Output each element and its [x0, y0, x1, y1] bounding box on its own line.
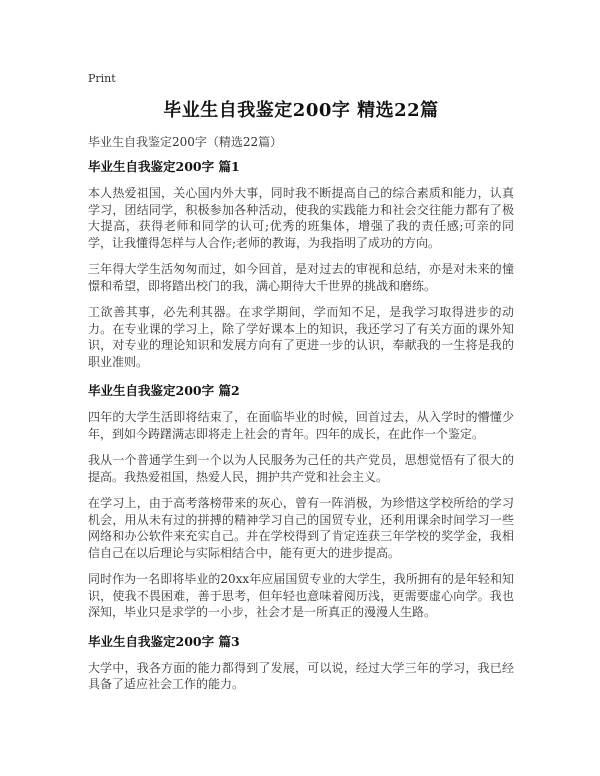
- section-heading: 毕业生自我鉴定200字 篇2: [88, 383, 240, 398]
- section-3: [88, 633, 514, 693]
- section-2: [88, 382, 514, 621]
- paragraph: 本人热爱祖国，关心国内外大事，同时我不断提高自己的综合素质和能力，认真学习，团结同学，积极参加各种活动，使我的实践能力和社会交往能力都有了极大提高，获得老师和同学的认可;优秀的班集体，增强了我的责任感;可亲的同学，让我懂得怎样与人合作;老师的教诲，为我指明了成功的方向。: [88, 186, 514, 250]
- paragraph: 四年的大学生活即将结束了，在面临毕业的时候，回首过去，从入学时的懵懂少年，到如今踌躇满志即将走上社会的青年。四年的成长，在此作一个鉴定。: [88, 410, 514, 441]
- paragraph: 在学习上，由于高考落榜带来的灰心，曾有一阵消极，为珍惜这学校所给的学习机会，用从未有过的拼搏的精神学习自己的国贸专业，还利用课余时间学习一些网络和办公软件来充实自己。并在学校得到了肯定连获三年学校的奖学金，我相信自己在以后理论与实际相结合中，能有更大的进步提高。: [88, 496, 514, 560]
- paragraph: 我从一个普通学生到一个以为人民服务为己任的共产党员，思想觉悟有了很大的提高。我热爱祖国，热爱人民，拥护共产党和社会主义。: [88, 453, 514, 484]
- paragraph: 大学中，我各方面的能力都得到了发展，可以说，经过大学三年的学习，我已经具备了适应社会工作的能力。: [88, 660, 514, 691]
- paragraph: 三年得大学生活匆匆而过，如今回首，是对过去的审视和总结，亦是对未来的憧憬和希望，即将踏出校门的我，满心期待大千世界的挑战和磨练。: [88, 262, 514, 293]
- document-content: [88, 158, 514, 703]
- section-1: [88, 158, 514, 370]
- paragraph: 工欲善其事，必先利其器。在求学期间，学而知不足，是我学习取得进步的动力。在专业课的学习上，除了学好课本上的知识，我还学习了有关方面的课外知识，对专业的理论知识和发展方向有了更进一步的认识，奉献我的一生将是我的职业准则。: [88, 305, 514, 369]
- document-title: 毕业生自我鉴定200字 精选22篇: [163, 100, 439, 121]
- section-heading: 毕业生自我鉴定200字 篇1: [88, 159, 240, 174]
- document-subtitle: 毕业生自我鉴定200字（精选22篇）: [88, 135, 283, 149]
- print-label[interactable]: Print: [88, 72, 116, 85]
- section-heading: 毕业生自我鉴定200字 篇3: [88, 633, 240, 649]
- paragraph: 同时作为一名即将毕业的20xx年应届国贸专业的大学生，我所拥有的是年轻和知识，使我不畏困难，善于思考，但年轻也意味着阅历浅，更需要虚心向学。我也深知，毕业只是求学的一小步，社会才是一所真正的漫漫人生路。: [88, 572, 514, 619]
